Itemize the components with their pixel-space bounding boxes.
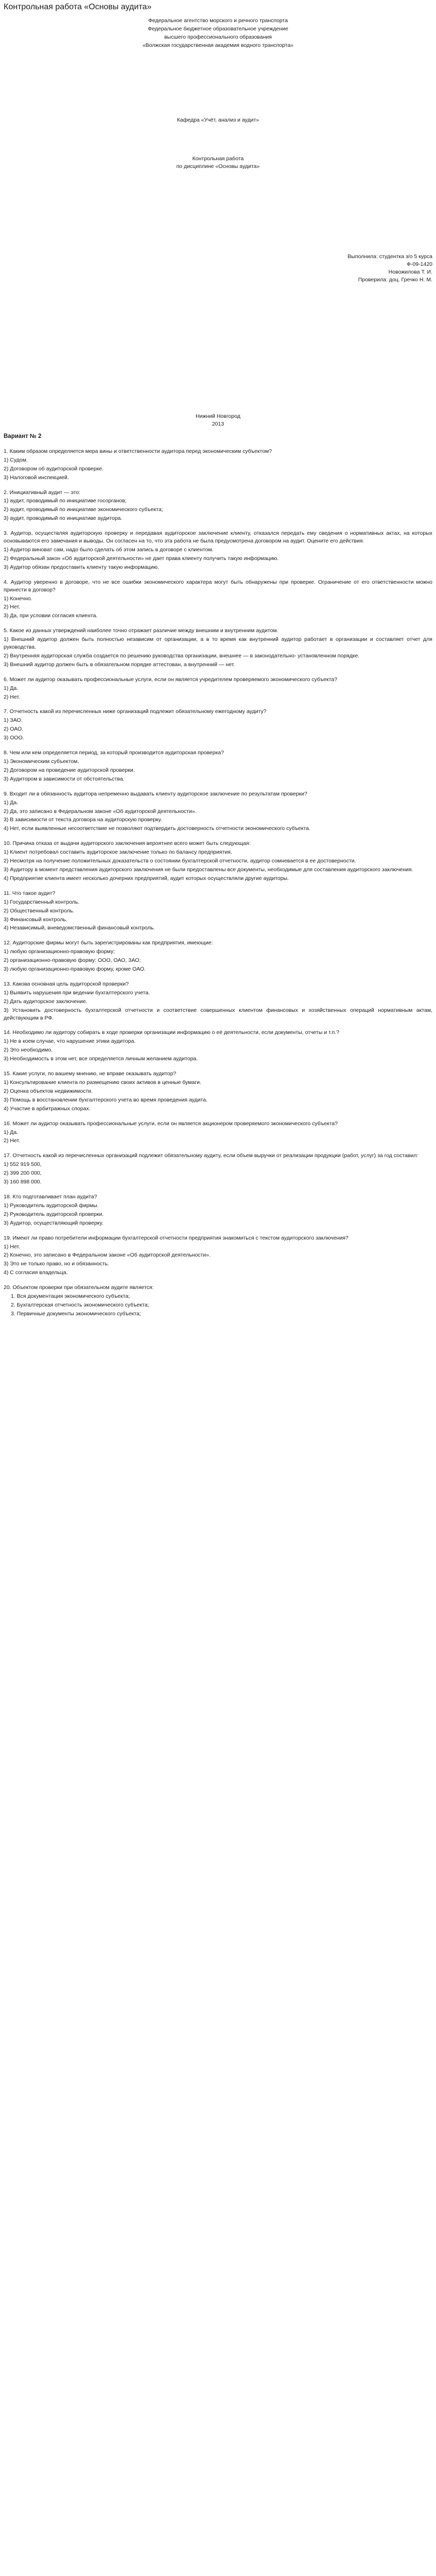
answer-option: 4) Участие в арбитражных спорах. — [4, 1105, 91, 1112]
answer-option: 2. Бухгалтерская отчетность экономического субъекта; — [11, 1301, 149, 1308]
answer-option: 3) Необходимость в этом нет, все определяется личным желанием аудитора. — [4, 1056, 198, 1062]
author-line: Ф-09-1420 — [406, 261, 432, 268]
question-text: 9. Входит ли в обязанность аудитора непременно выдавать клиенту аудиторское заключение по результатам проверки? — [4, 790, 307, 797]
question-text: 17. Отчетность какой из перечисленных организаций подлежит обязательному аудиту, если объем выручки от реализации продукции (работ, услуг) за год составил: — [4, 1153, 418, 1159]
answer-option: 1) Руководитель аудиторской фирмы. — [4, 1202, 99, 1209]
answer-option: 2) Федеральный закон «Об аудиторской деятельности» не дает права клиенту получить такую информацию. — [4, 555, 279, 562]
question-text: 11. Что такое аудит? — [4, 890, 56, 896]
answer-option: 2) Нет. — [4, 1138, 20, 1144]
question-block — [4, 1152, 432, 1186]
question-text: 16. Может ли аудитор оказывать профессиональные услуги, если он является акционером проверяемого экономического субъекта? — [4, 1120, 338, 1127]
question-block — [4, 448, 432, 482]
author-line: Выполнила: студентка з/о 5 курса — [347, 253, 432, 260]
answer-option: 1) Конечно. — [4, 595, 32, 602]
answer-option: 2) Внутренняя аудиторская служба создается по решению руководства организации, внешнее — в законодательно- установленном порядке. — [4, 652, 360, 659]
answer-option: 2) Общественный контроль. — [4, 907, 75, 914]
answer-option: 2) Да, это записано в Федеральном законе «Об аудиторской деятельности». — [4, 808, 197, 815]
work-title: Контрольная работа — [192, 156, 244, 162]
question-block — [4, 1120, 432, 1145]
year-line: 2013 — [212, 420, 224, 427]
department-line: Кафедра «Учёт, анализ и аудит» — [177, 117, 259, 124]
answer-option: 1. Вся документация экономического субъекта; — [11, 1293, 130, 1300]
answer-option: 3) Аудитором в зависимости от обстоятельства. — [4, 775, 125, 782]
org-line: Федеральное агентство морского и речного транспорта — [148, 17, 288, 24]
question-text: 6. Может ли аудитор оказывать профессиональные услуги, если он является учредителем проверяемого экономического субъекта? — [4, 676, 338, 683]
answer-option: 1) Не в коем случае, что нарушение этики аудитора. — [4, 1038, 136, 1045]
document-title: Контрольная работа «Основы аудита» — [4, 3, 152, 11]
answer-option: 1) 552 919 500, — [4, 1161, 42, 1168]
answer-option: 4) Нет, если выявленные несоответствие не позволяют подтвердить достоверность отчетности экономического субъекта. — [4, 825, 310, 832]
answer-option: 3) любую организационно-правовую форму, кроме ОАО. — [4, 966, 146, 973]
question-block — [4, 1070, 432, 1113]
work-subject: по дисциплине «Основы аудита» — [176, 163, 260, 170]
answer-option: 2) Конечно, это записано в Федеральном законе «Об аудиторской деятельности». — [4, 1252, 211, 1259]
answer-option: 3) аудит, проводимый по инициативе аудитора. — [4, 515, 123, 522]
answer-option: 1) Аудитор виноват сам, надо было сделать об этом запись в договоре с клиентом. — [4, 546, 214, 553]
author-line: Проверила: доц. Гречко Н. М. — [358, 276, 432, 283]
question-text: 2. Инициативный аудит — это: — [4, 489, 81, 496]
author-line: Новожилова Т. И. — [388, 268, 432, 275]
question-block — [4, 627, 432, 669]
answer-option: 2) Руководитель аудиторской проверки. — [4, 1211, 104, 1217]
question-text: 14. Необходимо ли аудитору собирать в ходе проверки организации информацию о её деятельности, если документы, отчеты и т.п.? — [4, 1029, 340, 1036]
question-block — [4, 980, 432, 1022]
question-block — [4, 840, 432, 883]
question-block — [4, 1234, 432, 1277]
answer-option: 1) Да. — [4, 685, 19, 691]
question-text: 10. Причина отказа от выдачи аудиторского заключения вероятнее всего может быть следующая: — [4, 840, 251, 847]
answer-option: 2) Это необходимо. — [4, 1047, 53, 1054]
answer-option: 3) Аудитор обязан предоставить клиенту такую информацию. — [4, 564, 159, 570]
question-block — [4, 1284, 432, 1318]
answer-option: 3) ООО. — [4, 735, 24, 741]
answer-option: 3) В зависимости от текста договора на аудиторскую проверку. — [4, 817, 162, 823]
question-block — [4, 489, 432, 523]
answer-option: 4) С согласия владельца. — [4, 1269, 68, 1276]
answer-option: 4) Независимый, вневедомственный финансовый контроль. — [4, 925, 155, 931]
answer-option: 3) Аудитор, осуществляющий проверку. — [4, 1219, 103, 1226]
answer-option: 3. Первичные документы экономического субъекта; — [11, 1310, 141, 1317]
answer-option: 2) ОАО. — [4, 726, 24, 733]
answer-option: 1) Судом. — [4, 456, 28, 463]
answer-option: 2) Нет. — [4, 693, 20, 700]
answer-option: 1) Выявить нарушения при ведении бухгалтерского учета. — [4, 989, 150, 996]
answer-option: 1) аудит, проводимый по инициативе госорганов; — [4, 498, 127, 504]
answer-option: 3) Налоговой инспекцией. — [4, 474, 69, 481]
question-text: 20. Объектом проверки при обязательном аудите является: — [4, 1284, 154, 1291]
answer-option: 1) Внешний аудитор должен быть полностью независим от организации, а в то время как внутренний аудитор работает в организации и составляет отчет для руководства. — [4, 636, 432, 651]
answer-option: 3) Да, при условии согласия клиента. — [4, 613, 98, 619]
answer-option: 1) Консультирование клиента по размещению своих активов в ценные бумаги. — [4, 1079, 201, 1086]
org-line: «Волжская государственная академия водного транспорта» — [142, 42, 294, 48]
question-block — [4, 579, 432, 620]
org-line: высшего профессионального образования — [164, 33, 272, 40]
answer-option: 2) Договором об аудиторской проверке. — [4, 465, 104, 472]
answer-option: 3) Это не только право, но и обязанность. — [4, 1261, 109, 1267]
answer-option: 3) 160 898 000. — [4, 1179, 42, 1185]
answer-option: 3) Финансовый контроль. — [4, 916, 67, 923]
question-text: 8. Чем или кем определяется период, за который производится аудиторская проверка? — [4, 750, 224, 756]
answer-option: 4) Предприятие клиента имеет несколько дочерних предприятий, аудит которых осуществляли другие аудиторы. — [4, 875, 289, 882]
answer-option: 2) организационно-правовую форму: ООО, ОАО, ЗАО; — [4, 957, 141, 964]
question-block — [4, 676, 432, 701]
question-text: 7. Отчетность какой из перечисленных ниже организаций подлежит обязательному ежегодному аудиту? — [4, 708, 267, 715]
question-text: 18. Кто подготавливает план аудита? — [4, 1193, 97, 1200]
city-line: Нижний Новгород — [196, 413, 240, 419]
organization-block — [4, 17, 432, 49]
question-text: 13. Какова основная цель аудиторской проверки? — [4, 980, 129, 987]
question-block — [4, 1193, 432, 1227]
answer-option: 1) Клиент потребовал составить аудиторское заключение только по балансу предприятия. — [4, 849, 232, 856]
answer-option: 2) 399 200 000, — [4, 1170, 42, 1177]
answer-option: 2) Несмотря на получение положительных доказательств о состоянии бухгалтерской отчетности, аудитор сомневается в ее достоверности. — [4, 858, 356, 865]
question-block — [4, 939, 432, 973]
answer-option: 2) аудит, проводимый по инициативе экономического субъекта; — [4, 506, 163, 513]
question-text: 19. Имеют ли право потребители информации бухгалтерской отчетности предприятия знакомиться с текстом аудиторского заключения? — [4, 1234, 348, 1241]
answer-option: 2) Нет. — [4, 604, 20, 611]
question-block — [4, 708, 432, 742]
title-block — [4, 17, 432, 428]
variant-heading: Вариант № 2 — [4, 433, 42, 439]
questions-list — [4, 448, 432, 1318]
answer-option: 3) Помощь в восстановлении бухгалтерского учета во время проведения аудита. — [4, 1096, 208, 1103]
answer-option: 3) Установить достоверность бухгалтерской отчетности и соответствие совершенных клиентом финансовых и хозяйственных операций нормативным актам, действующим в РФ. — [4, 1007, 432, 1021]
answer-option: 1) Нет. — [4, 1243, 20, 1250]
answer-option: 3) Аудитору в момент представления аудиторского заключения не были предоставлены все документы, необходимые для составления аудиторского заключения. — [4, 866, 413, 873]
question-text: 4. Аудитор уверенно в договоре, что не все ошибки экономического характера могут быть обнаружены при проверке. Ограничение от его ответственности можно принести в договор? — [4, 579, 432, 593]
question-block — [4, 749, 432, 783]
author-block — [4, 253, 432, 284]
question-block — [4, 890, 432, 933]
question-text: 15. Какие услуги, по вашему мнению, не вправе оказывать аудитор? — [4, 1071, 177, 1077]
question-text: 1. Каким образом определяется мера вины и ответственности аудитора перед экономическим субъектом? — [4, 448, 272, 454]
question-text: 12. Аудиторские фирмы могут быть зарегистрированы как предприятия, имеющие: — [4, 940, 213, 946]
answer-option: 3) Внешний аудитор должен быть в обязательном порядке аттестован, а внутренний — нет. — [4, 661, 235, 668]
question-text: 5. Какое из данных утверждений наиболее точно отражает различие между внешним и внутренним аудитом. — [4, 628, 278, 634]
question-block — [4, 1029, 432, 1063]
question-text: 3. Аудитор, осуществляя аудиторскую проверку и передавая аудиторское заключение клиенту, отказался передать ему сведения о нормативных актах, на которых основываются его замечания и выводы. Он согласен на то, что эта работа не была предусмотрена договором на аудит. Оцените его действия. — [4, 530, 432, 545]
answer-option: 1) Да. — [4, 1129, 19, 1136]
answer-option: 1) Государственный контроль. — [4, 899, 80, 905]
answer-option: 2) Договором на проведение аудиторской проверки. — [4, 767, 135, 773]
answer-option: 2) Дать аудиторское заключение. — [4, 998, 88, 1005]
question-block — [4, 530, 432, 571]
answer-option: 1) любую организационно-правовую форму; — [4, 948, 115, 955]
answer-option: 1) Экономическим субъектом. — [4, 758, 79, 765]
answer-option: 1) ЗАО. — [4, 717, 23, 724]
answer-option: 1) Да. — [4, 799, 19, 806]
org-line: Федеральное бюджетное образовательное учреждение — [148, 25, 288, 32]
question-block — [4, 790, 432, 833]
answer-option: 2) Оценка объектов недвижимости. — [4, 1088, 93, 1094]
